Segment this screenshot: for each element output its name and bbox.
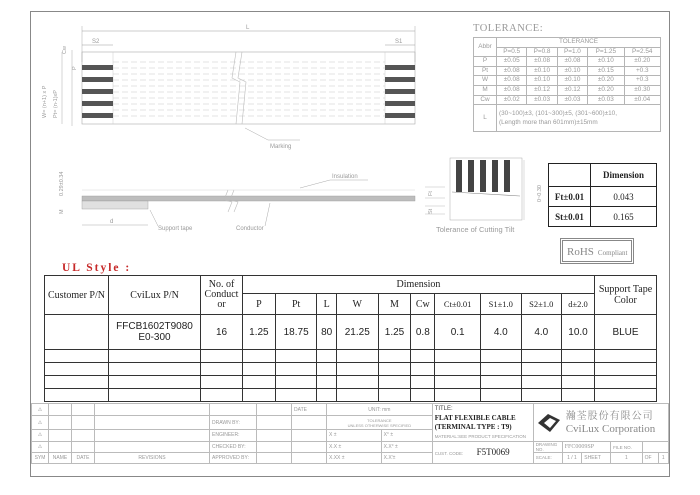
- rev-col-date: DATE: [72, 453, 95, 464]
- tol-value: ±0.05: [497, 57, 527, 67]
- col-cvilux-pn: CviLux P/N: [109, 276, 201, 315]
- dim-value: 0.1: [435, 315, 481, 350]
- company-name-en: CviLux Corporation: [565, 422, 656, 435]
- col-customer-pn: Customer P/N: [45, 276, 109, 315]
- file-no-label: FILE NO.: [611, 442, 643, 453]
- tol-x-deg: X° ±: [381, 429, 432, 441]
- tol-group-header: TOLERANCE: [497, 38, 661, 48]
- tol-value: +0.3: [624, 76, 660, 86]
- tolerance-sub-label: TOLERANCE: [367, 417, 392, 423]
- label-P: P: [72, 66, 78, 70]
- tol-value: ±0.03: [588, 95, 624, 105]
- row-customer-pn: [45, 315, 109, 350]
- label-d: d: [110, 219, 114, 225]
- tol-value: ±0.12: [557, 85, 587, 95]
- row-support-tape-color: BLUE: [595, 315, 657, 350]
- tol-row: [474, 76, 661, 86]
- label-Cw: Cw: [62, 46, 68, 54]
- dim-col-header: d±2.0: [562, 294, 595, 315]
- dim-value: 10.0: [562, 315, 595, 350]
- tol-row: [474, 66, 661, 76]
- tol-abbr-header: Abbr: [474, 38, 497, 57]
- label-L: L: [246, 25, 250, 31]
- dim-value: 4.0: [521, 315, 562, 350]
- cust-code-label: CUST. CODE:: [434, 451, 464, 457]
- drawing-no: FFC0009SP: [562, 442, 610, 453]
- tol-row: [474, 95, 661, 105]
- dim-value: 0.8: [411, 315, 435, 350]
- dim-value: 18.75: [275, 315, 317, 350]
- title-line1: FLAT FLEXIBLE CABLE: [434, 414, 516, 422]
- row-conductors: 16: [201, 315, 243, 350]
- title-line2: (TERMINAL TYPE : T9): [434, 423, 512, 431]
- label-Pt: Pt= (n-1)xP: [53, 90, 59, 118]
- drawn-by-label: DRAWN BY:: [210, 416, 257, 429]
- rev-warning-icon: ⚠: [32, 404, 49, 416]
- tol-value: ±0.15: [588, 66, 624, 76]
- tol-value: ±0.08: [497, 66, 527, 76]
- checked-by-label: CHECKED BY:: [210, 442, 257, 453]
- tol-value: ±0.10: [527, 66, 557, 76]
- tol-abbr: L: [474, 105, 497, 132]
- cable-body: [82, 52, 415, 124]
- rev-col-name: NAME: [49, 453, 72, 464]
- dimension-header: Dimension: [591, 164, 657, 187]
- tol-row: [474, 85, 661, 95]
- col-support-tape-color: Support Tape Color: [595, 276, 657, 315]
- tol-value: ±0.08: [527, 57, 557, 67]
- label-S1: S1: [395, 39, 403, 45]
- cvilux-logo-icon: [536, 412, 562, 434]
- label-cut-tilt: Tolerance of Cutting Tilt: [436, 225, 515, 234]
- unit-label: UNIT: mm: [327, 404, 433, 416]
- tol-row: [474, 57, 661, 67]
- tol-value: ±0.04: [624, 95, 660, 105]
- ft-value: 0.043: [591, 187, 657, 207]
- tol-value: ±0.20: [588, 85, 624, 95]
- label-M: M: [59, 209, 65, 214]
- tol-value: ±0.20: [588, 76, 624, 86]
- tol-abbr: Cw: [474, 95, 497, 105]
- tol-value: ±0.10: [527, 76, 557, 86]
- title-block: ⚠ DATE UNIT: mm TITLE: FLAT FLEXIBLE CABLE (TERMINAL TYPE : T9) MATERIAL:SEE PRODUCT SPECIFICATION 瀚荃股份有限公司 CviLux Corporation ⚠ DRAWN BY: TOLERANCE UNLESS OTHERWISE SPECIFIED ⚠ ENGINEER: X ± X° ± ⚠ CHECKED BY: X.X ± X.X° ± CUST. CODE: F5T0069 DRAWING NO. FFC0009SP FILE NO. SYM NAME DATE REVISIONS APPROVED BY: X.XX ± X.X'± SCALE: 1 / 1 SHEET 1 OF 1: [31, 403, 669, 464]
- tol-value: ±0.10: [557, 76, 587, 86]
- ul-style-table: [44, 275, 657, 402]
- material-label: MATERIAL:SEE PRODUCT SPECIFICATION: [434, 434, 526, 439]
- tol-xxx-min: X.X'±: [381, 453, 432, 464]
- tol-pitch-header: P=0.8: [527, 47, 557, 57]
- dim-value: 1.25: [378, 315, 411, 350]
- dim-col-header: W: [336, 294, 378, 315]
- tol-abbr: P: [474, 57, 497, 67]
- tol-value: ±0.08: [557, 57, 587, 67]
- tol-value: ±0.20: [624, 57, 660, 67]
- label-marking: Marking: [270, 144, 292, 150]
- tol-value: ±0.10: [588, 57, 624, 67]
- scale-label: SCALE:: [533, 453, 562, 464]
- dim-col-header: S1±1.0: [481, 294, 522, 315]
- tol-xx-deg: X.X° ±: [381, 442, 432, 453]
- of-label: OF: [642, 453, 658, 464]
- tol-value: ±0.03: [527, 95, 557, 105]
- tol-value: ±0.08: [497, 85, 527, 95]
- tol-x: X ±: [327, 429, 382, 441]
- tol-value: ±0.08: [497, 76, 527, 86]
- dim-col-header: M: [378, 294, 411, 315]
- tol-pitch-header: P=1.0: [557, 47, 587, 57]
- rev-col-revisions: REVISIONS: [95, 453, 210, 464]
- st-label: St±0.01: [549, 207, 591, 227]
- rohs-compliant-stamp: [560, 238, 634, 264]
- tol-value: ±0.10: [557, 66, 587, 76]
- of-value: 1: [658, 453, 668, 464]
- sheet-value: 1: [611, 453, 643, 464]
- tol-row-length: [474, 105, 661, 132]
- rev-col-sym: SYM: [32, 453, 49, 464]
- tol-value: ±0.02: [497, 95, 527, 105]
- rohs-suffix: Compliant: [597, 249, 628, 257]
- col-dimension: Dimension: [243, 276, 595, 294]
- side-view-support-tape: [82, 201, 148, 209]
- label-cut-dim: 0~0.30: [537, 185, 543, 202]
- dim-col-header: P: [243, 294, 276, 315]
- approved-by-label: APPROVED BY:: [210, 453, 257, 464]
- ul-style-title: UL Style :: [62, 262, 132, 274]
- tol-length-line2: (Length more than 601mm)±15mm: [499, 119, 598, 127]
- col-no-of-conductor: No. of Conduct or: [201, 276, 243, 315]
- dim-col-header: Cw: [411, 294, 435, 315]
- rohs-label: RoHS: [567, 246, 594, 258]
- tol-pitch-header: P=2.54: [624, 47, 660, 57]
- label-conductor: Conductor: [236, 226, 264, 232]
- label-ft: Ft: [428, 191, 434, 196]
- tol-value: ±0.03: [557, 95, 587, 105]
- title-label: TITLE:: [434, 406, 453, 412]
- unless-label: UNLESS OTHERWISE SPECIFIED: [347, 422, 412, 428]
- tol-pitch-header: P=1.25: [588, 47, 624, 57]
- label-st: St: [428, 208, 434, 214]
- label-W: W= (n+1) x P: [42, 85, 48, 118]
- dim-value: 1.25: [243, 315, 276, 350]
- engineer-label: ENGINEER:: [210, 429, 257, 441]
- dim-value: 4.0: [481, 315, 522, 350]
- tol-abbr: M: [474, 85, 497, 95]
- ft-label: Ft±0.01: [549, 187, 591, 207]
- dim-col-header: Ct±0.01: [435, 294, 481, 315]
- tol-length-line1: (30~100)±3, (101~300)±5, (301~600)±10,: [499, 110, 618, 118]
- side-view-cable: [82, 196, 415, 201]
- sheet-label: SHEET: [582, 453, 611, 464]
- tol-pitch-header: P=0.5: [497, 47, 527, 57]
- tol-abbr: Pt: [474, 66, 497, 76]
- scale-value: 1 / 1: [562, 453, 582, 464]
- label-S2: S2: [92, 39, 100, 45]
- dim-col-header: L: [317, 294, 336, 315]
- label-thickness: 0.29±0.34: [59, 171, 65, 196]
- tol-abbr: W: [474, 76, 497, 86]
- tol-xx: X.X ±: [327, 442, 382, 453]
- dim-value: 80: [317, 315, 336, 350]
- row-cvilux-pn: FFCB1602T9080E0-300: [109, 315, 201, 350]
- label-support-tape: Support tape: [158, 226, 193, 232]
- date-label: DATE: [292, 404, 327, 416]
- st-value: 0.165: [591, 207, 657, 227]
- drawing-no-label: DRAWING NO.: [533, 442, 562, 453]
- company-name-cn: 瀚荃股份有限公司: [565, 410, 654, 422]
- tol-value: +0.3: [624, 66, 660, 76]
- tol-value: ±0.12: [527, 85, 557, 95]
- dim-col-header: Pt: [275, 294, 317, 315]
- tol-xxx: X.XX ±: [327, 453, 382, 464]
- part-code: F5T0069: [476, 447, 510, 458]
- dim-col-header: S2±1.0: [521, 294, 562, 315]
- label-insulation: Insulation: [332, 174, 358, 180]
- tolerance-title: TOLERANCE:: [473, 23, 544, 34]
- tolerance-table: [473, 37, 661, 132]
- dim-value: 21.25: [336, 315, 378, 350]
- tol-value: ±0.30: [624, 85, 660, 95]
- ft-st-dimension-table: [548, 163, 657, 227]
